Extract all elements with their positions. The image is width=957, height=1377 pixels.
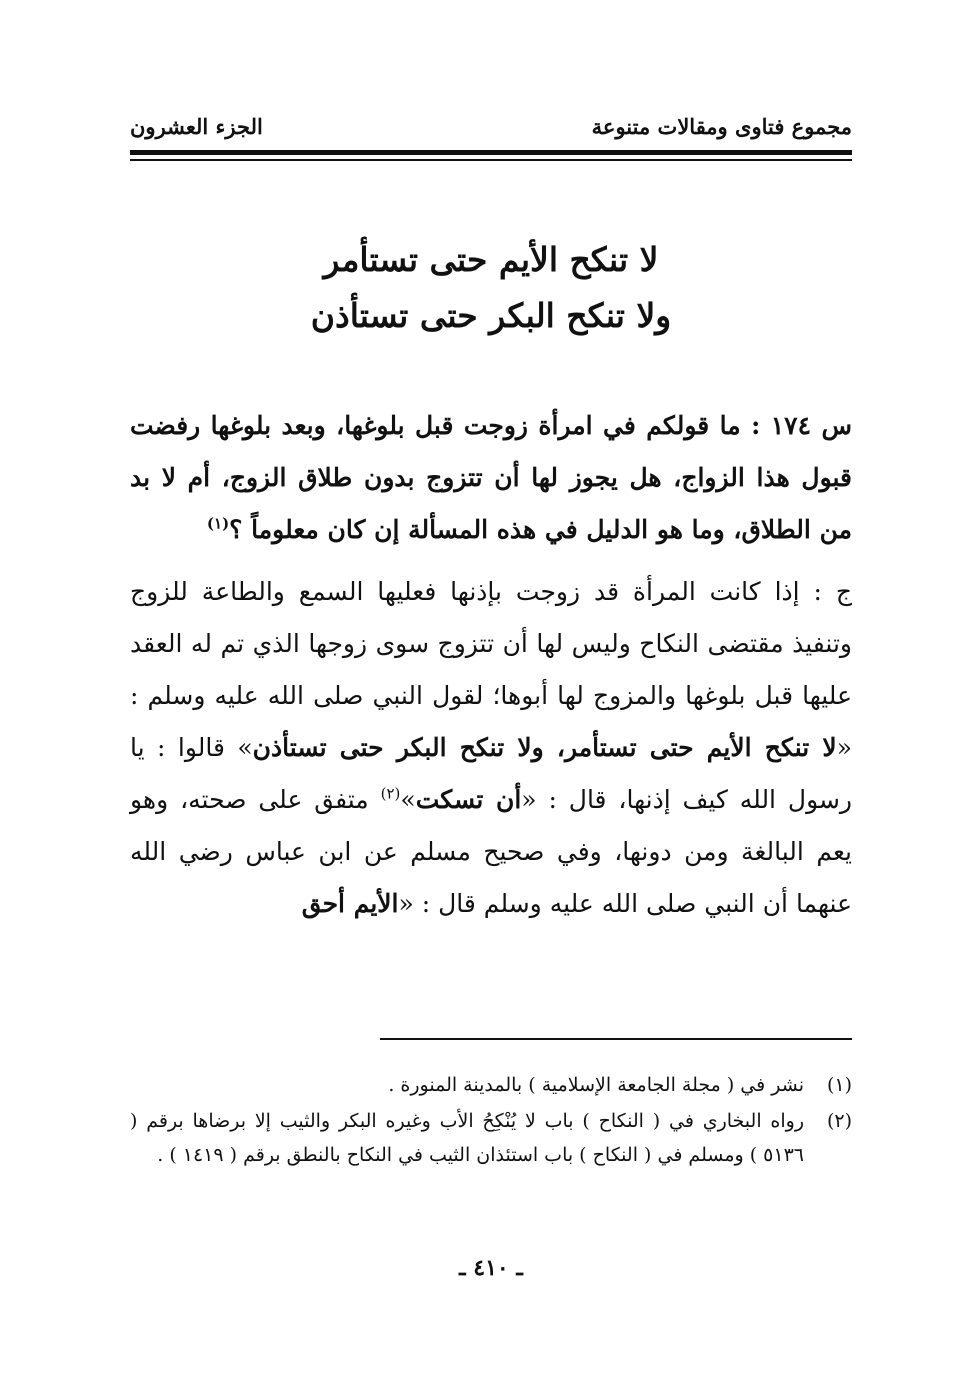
footnote-separator (380, 1038, 852, 1040)
answer-part-4: متفق على صحته، وهو يعم البالغة ومن دونها، وفي صحيح مسلم عن ابن عباس رضي الله عنهما أن النبي صلى الله عليه وسلم قال : « (130, 785, 852, 918)
footnote-number: (٢) (826, 1110, 852, 1132)
footnote-text: رواه البخاري في ( النكاح ) باب لا يُنْكِحُ الأب وغيره البكر والثيب إلا برضاها برقم ( ٥١٣٦ ) ومسلم في ( النكاح ) باب استئذان الثيب في النكاح بالنطق برقم ( ١٤١٩ ) . (130, 1110, 804, 1166)
answer-part-2: » قالوا : يا رسول الله كيف إذنها، قال : « (130, 733, 853, 814)
header-rule-thin (130, 159, 852, 161)
answer-part-1: ج : إذا كانت المرأة قد زوجت بإذنها فعليها السمع والطاعة للزوج وتنفيذ مقتضى النكاح وليس لها أن تتزوج سوى زوجها الذي تم له العقد عليها قبل بلوغها والمزوج لها أبوها؛ لقول النبي صلى الله عليه وسلم : « (130, 577, 852, 762)
question-text: س ١٧٤ : ما قولكم في امرأة زوجت قبل بلوغها، وبعد بلوغها رفضت قبول هذا الزواج، هل يجوز لها أن تتزوج بدون طلاق الزوج، أم لا بد من الطلاق، وما هو الدليل في هذه المسألة إن كان معلوماً ؟ (130, 411, 852, 544)
answer-footnote-ref: (٢) (380, 784, 401, 803)
footnotes (130, 1068, 852, 1174)
page-number: ـ ٤١٠ ـ (459, 1255, 523, 1281)
hadith-quote-2: أن تسكت (415, 785, 522, 814)
body-text (130, 400, 852, 930)
footnote-number: (١) (826, 1074, 852, 1096)
header-rule-thick (130, 150, 852, 155)
answer-paragraph (130, 566, 852, 930)
footnote-item (130, 1068, 852, 1102)
answer-part-3: » (400, 785, 416, 814)
title-line-2: ولا تنكح البكر حتى تستأذن (310, 296, 672, 335)
hadith-quote-3: الأيم أحق (301, 889, 399, 918)
header-volume-title: الجزء العشرون (130, 113, 263, 139)
footnote-item (130, 1104, 852, 1172)
hadith-quote-1: لا تنكح الأيم حتى تستأمر، ولا تنكح البكر حتى تستأذن (252, 733, 837, 762)
header-book-title: مجموع فتاوى ومقالات متنوعة (591, 113, 852, 139)
question-paragraph (130, 400, 852, 556)
title-line-1: لا تنكح الأيم حتى تستأمر (323, 240, 659, 279)
question-footnote-ref: (١) (206, 514, 230, 533)
section-title (130, 232, 852, 344)
footnote-text: نشر في ( مجلة الجامعة الإسلامية ) بالمدينة المنورة . (388, 1074, 804, 1096)
running-header (130, 108, 852, 144)
